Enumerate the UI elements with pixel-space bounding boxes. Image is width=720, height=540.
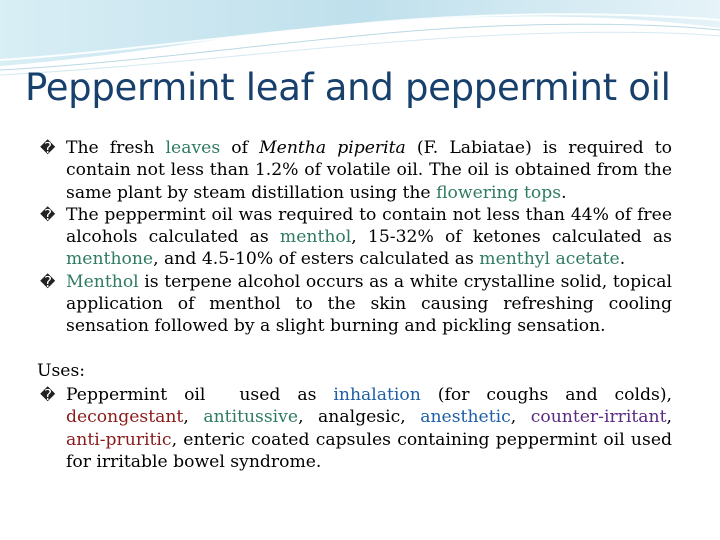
keyword-menthol: Menthol <box>66 271 139 292</box>
text-run: of <box>220 138 260 158</box>
keyword-menthyl-acetate: menthyl acetate <box>479 249 620 270</box>
keyword-decongestant: decongestant <box>66 407 184 428</box>
keyword-flowering-tops: flowering tops <box>436 182 562 203</box>
text-run: , <box>666 407 672 428</box>
keyword-leaves: leaves <box>165 138 221 158</box>
text-run: The peppermint oil was required to contain not less than 44% of free alcohols calculated as <box>66 204 672 248</box>
text-run: , and 4.5-10% of esters calculated as <box>153 249 480 270</box>
bullet-icon: � <box>40 139 56 157</box>
keyword-counter-irritant: counter-irritant <box>530 407 667 428</box>
text-run: . <box>561 182 567 203</box>
text-run: , 15-32% of ketones calculated as <box>351 227 672 248</box>
spacer <box>40 338 672 360</box>
bullet-paragraph-3 <box>40 271 672 338</box>
text-run: The fresh <box>66 138 166 158</box>
slide-title: Peppermint leaf and peppermint oil <box>25 66 671 109</box>
keyword-anesthetic: anesthetic <box>420 407 511 428</box>
text-run: , <box>510 407 531 428</box>
text-run: . <box>619 249 626 270</box>
species-name: Mentha piperita <box>259 138 406 158</box>
text-run: Peppermint oil used as <box>66 384 334 405</box>
slide-body <box>37 137 672 473</box>
uses-label: Uses: <box>37 360 86 381</box>
keyword-menthol: menthol <box>279 227 352 248</box>
bullet-icon: � <box>40 272 56 291</box>
bullet-paragraph-1 <box>40 137 672 204</box>
keyword-menthone: menthone <box>66 249 154 270</box>
text-run: , <box>183 407 204 428</box>
bullet-icon: � <box>40 385 56 404</box>
text-run: is terpene alcohol occurs as a white crystalline solid, topical application of menthol to the skin causing refreshing cooling sensation followed by a slight burning and pickling sensation. <box>66 271 672 337</box>
bullet-icon: � <box>40 205 56 224</box>
keyword-antitussive: antitussive <box>203 407 299 428</box>
text-run: (for coughs and colds), <box>420 384 672 405</box>
text-run: , enteric coated capsules containing peppermint oil used for irritable bowel syndrome. <box>66 429 672 472</box>
text-run: , analgesic, <box>298 407 421 428</box>
bullet-paragraph-2 <box>40 204 672 271</box>
keyword-anti-pruritic: anti-pruritic <box>66 429 172 450</box>
uses-paragraph <box>40 384 672 473</box>
keyword-inhalation: inhalation <box>333 384 421 405</box>
text-run: (F. Labiatae) is required to contain not less than 1.2% of volatile oil. The oil is obtained from the same plant by steam distillation using the <box>66 138 672 203</box>
